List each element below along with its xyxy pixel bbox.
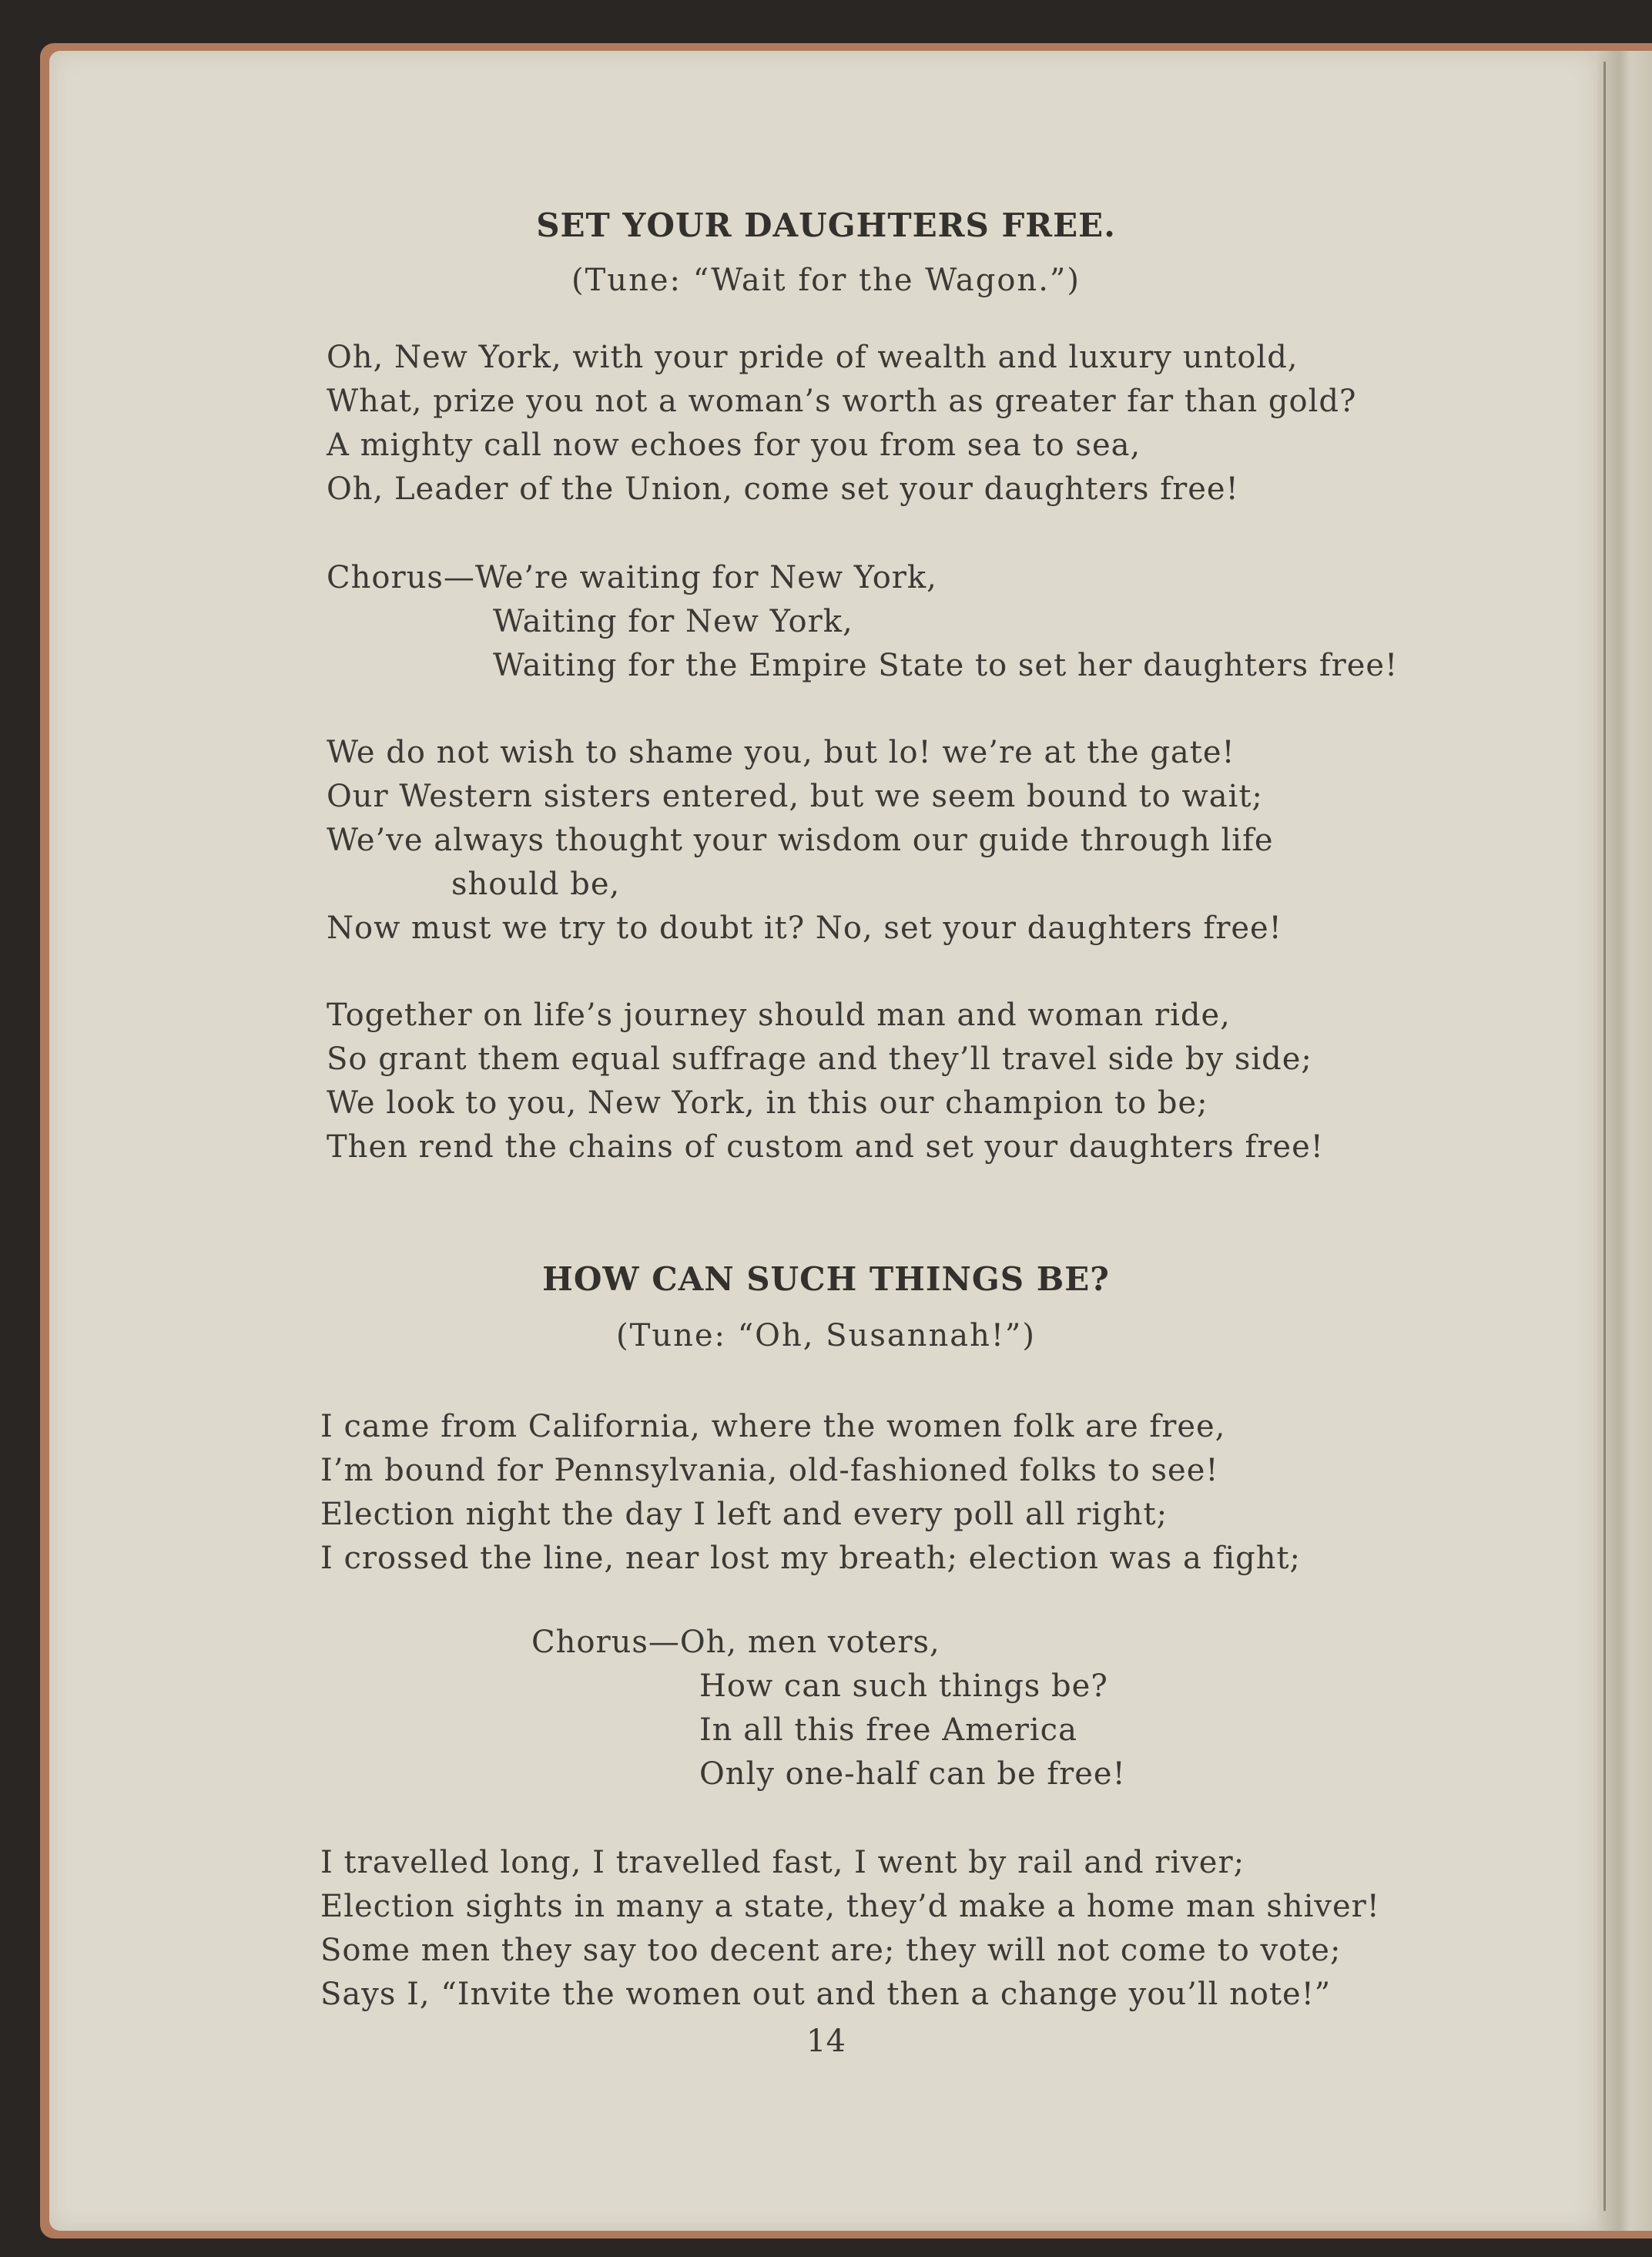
song2-verse1-line1: I came from California, where the women folk are free, — [320, 1409, 1226, 1444]
song2-verse2-line4: Says I, “Invite the women out and then a change you’ll note!” — [320, 1977, 1332, 2012]
song1-verse1-line4: Oh, Leader of the Union, come set your daughters free! — [327, 471, 1239, 507]
song2-chorus-line3: In all this free America — [699, 1712, 1077, 1748]
song1-chorus-line1: Chorus—We’re waiting for New York, — [327, 560, 937, 595]
song2-verse2-line3: Some men they say too decent are; they will not come to vote; — [320, 1933, 1342, 1968]
song2-verse1-line2: I’m bound for Pennsylvania, old-fashioned folks to see! — [320, 1453, 1219, 1488]
song1-chorus-line2: Waiting for New York, — [493, 604, 853, 639]
song1-verse3-line3: We look to you, New York, in this our champion to be; — [327, 1085, 1208, 1121]
song1-tune: (Tune: “Wait for the Wagon.”) — [571, 263, 1081, 298]
song1-verse1-line1: Oh, New York, with your pride of wealth and luxury untold, — [327, 340, 1298, 375]
song2-chorus-line4: Only one-half can be free! — [699, 1756, 1126, 1792]
song2-verse2-line2: Election sights in many a state, they’d make a home man shiver! — [320, 1889, 1380, 1924]
song2-verse1-line4: I crossed the line, near lost my breath; election was a fight; — [320, 1541, 1302, 1576]
song1-title: SET YOUR DAUGHTERS FREE. — [536, 206, 1116, 244]
song1-verse3-line4: Then rend the chains of custom and set your daughters free! — [327, 1129, 1324, 1165]
song1-verse1-line3: A mighty call now echoes for you from sea to sea, — [327, 428, 1141, 463]
song1-verse2-line2: Our Western sisters entered, but we seem bound to wait; — [327, 779, 1263, 814]
page-number: 14 — [806, 2024, 846, 2059]
song1-verse3-line1: Together on life’s journey should man and woman ride, — [327, 998, 1231, 1033]
song2-verse1-line3: Election night the day I left and every poll all right; — [320, 1497, 1168, 1532]
song1-verse3-line2: So grant them equal suffrage and they’ll travel side by side; — [327, 1041, 1312, 1077]
song1-chorus-line3: Waiting for the Empire State to set her daughters free! — [493, 648, 1399, 683]
song2-title: HOW CAN SUCH THINGS BE? — [542, 1260, 1110, 1298]
song2-verse2-line1: I travelled long, I travelled fast, I went by rail and river; — [320, 1845, 1245, 1880]
song2-chorus-line2: How can such things be? — [699, 1668, 1108, 1704]
song2-tune: (Tune: “Oh, Susannah!”) — [616, 1318, 1036, 1353]
song1-verse2-line3: We’ve always thought your wisdom our guide through life — [327, 823, 1274, 858]
song1-verse2-line4: should be, — [451, 867, 621, 902]
song1-verse2-line1: We do not wish to shame you, but lo! we’re at the gate! — [327, 735, 1235, 770]
song1-verse2-line5: Now must we try to doubt it? No, set your daughters free! — [327, 911, 1282, 946]
song2-chorus-line1: Chorus—Oh, men voters, — [531, 1625, 940, 1660]
song1-verse1-line2: What, prize you not a woman’s worth as greater far than gold? — [327, 384, 1357, 419]
